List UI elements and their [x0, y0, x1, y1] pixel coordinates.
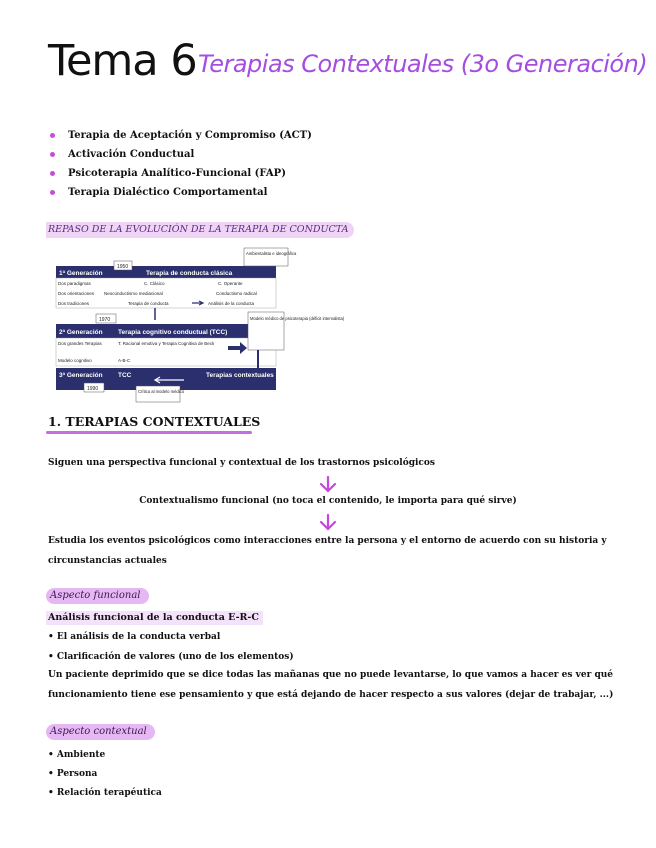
arrow-down-icon — [318, 476, 338, 494]
intro-text: Siguen una perspectiva funcional y contextual de los trastornos psicológicos — [48, 458, 435, 468]
gen1-title: Terapia de conducta clásica — [146, 270, 233, 277]
estudia-line-1: Estudia los eventos psicológicos como interacciones entre la persona y el entorno de acuerdo con su historia y — [48, 536, 607, 546]
gen1-label: 1ª Generación — [59, 270, 103, 277]
gen1-row3-c: Análisis de la conducta — [208, 301, 255, 306]
section-number: 1. — [48, 414, 62, 429]
analisis-funcional-subtitle: Análisis funcional de la conducta E-R-C — [46, 611, 263, 625]
gen2-row2-a: Modelo cognitivo — [58, 358, 92, 363]
title-main: Tema 6 — [48, 36, 197, 86]
gen1-year: 1950 — [117, 264, 129, 270]
gen2-year: 1970 — [99, 317, 111, 323]
aspecto-funcional-label: Aspecto funcional — [46, 588, 149, 604]
gen1-row2-c: Conductismo radical — [216, 291, 257, 296]
funcional-bullet: • Clarificación de valores (uno de los elementos) — [48, 652, 294, 662]
evolution-diagram — [56, 250, 345, 402]
gen1-row1-a: Dos paradigmas — [58, 281, 91, 286]
funcional-bullet: • El análisis de la conducta verbal — [48, 632, 221, 642]
gen2-note: Modelo médico de psicoterapia (déficit internalista) — [250, 316, 345, 321]
gen3-tcc: TCC — [118, 372, 132, 379]
contextual-bullet: • Ambiente — [48, 750, 106, 760]
example-line-1: Un paciente deprimido que se dice todas las mañanas que no puede levantarse, lo que vamos a hacer es ver qué — [48, 670, 614, 680]
gen1-row2-b: Neoconductismo mediacional — [104, 291, 163, 296]
contextual-bullet: • Relación terapéutica — [48, 788, 162, 798]
gen1-row3-a: Dos tradiciones — [58, 301, 90, 306]
gen1-row1-c: C. Operante — [218, 281, 243, 286]
topic-item: Activación Conductual — [48, 145, 312, 164]
gen1-row3-b: Terapia de conducta — [128, 301, 169, 306]
contextualismo-text: Contextualismo funcional (no toca el contenido, le importa para qué sirve) — [139, 496, 517, 506]
section-title — [48, 414, 260, 429]
page-title — [48, 36, 648, 88]
gen1-row1-b: C. Clásico — [144, 281, 165, 286]
topic-list — [48, 126, 312, 202]
section-underline — [46, 431, 252, 434]
arrow-down-icon — [318, 514, 338, 532]
topic-item: Terapia de Aceptación y Compromiso (ACT) — [48, 126, 312, 145]
section-title-text: TERAPIAS CONTEXTUALES — [65, 414, 261, 429]
gen2-row1-b: T. Racional emotiva y Terapia Cognitiva de Beck — [118, 341, 215, 346]
topic-item: Psicoterapia Analítico-Funcional (FAP) — [48, 164, 312, 183]
review-label: REPASO DE LA EVOLUCIÓN DE LA TERAPIA DE CONDUCTA — [46, 222, 354, 238]
gen3-note: Crítica al modelo médico — [138, 389, 185, 394]
gen3-label: 3ª Generación — [59, 372, 103, 379]
topic-item: Terapia Dialéctico Comportamental — [48, 183, 312, 202]
aspecto-contextual-label: Aspecto contextual — [46, 724, 155, 740]
gen2-label: 2ª Generación — [59, 329, 103, 336]
example-line-2: funcionamiento tiene ese pensamiento y que está dejando de hacer respecto a sus valores (dejar de trabajar, ...) — [48, 690, 614, 700]
contextual-bullet: • Persona — [48, 769, 98, 779]
gen2-row2-b: A-B-C — [118, 358, 131, 363]
gen1-row2-a: Dos orientaciones — [58, 291, 95, 296]
title-subtitle: Terapias Contextuales (3o Generación) — [198, 50, 648, 78]
gen3-title: Terapias contextuales — [206, 372, 274, 379]
estudia-line-2: circunstancias actuales — [48, 556, 167, 566]
gen2-title: Terapia cognitivo conductual (TCC) — [118, 329, 228, 336]
gen3-year: 1990 — [87, 386, 99, 392]
gen2-row1-a: Dos grandes Terapias — [58, 341, 102, 346]
gen1-note: Ambientalista e ideográfica — [246, 251, 297, 256]
